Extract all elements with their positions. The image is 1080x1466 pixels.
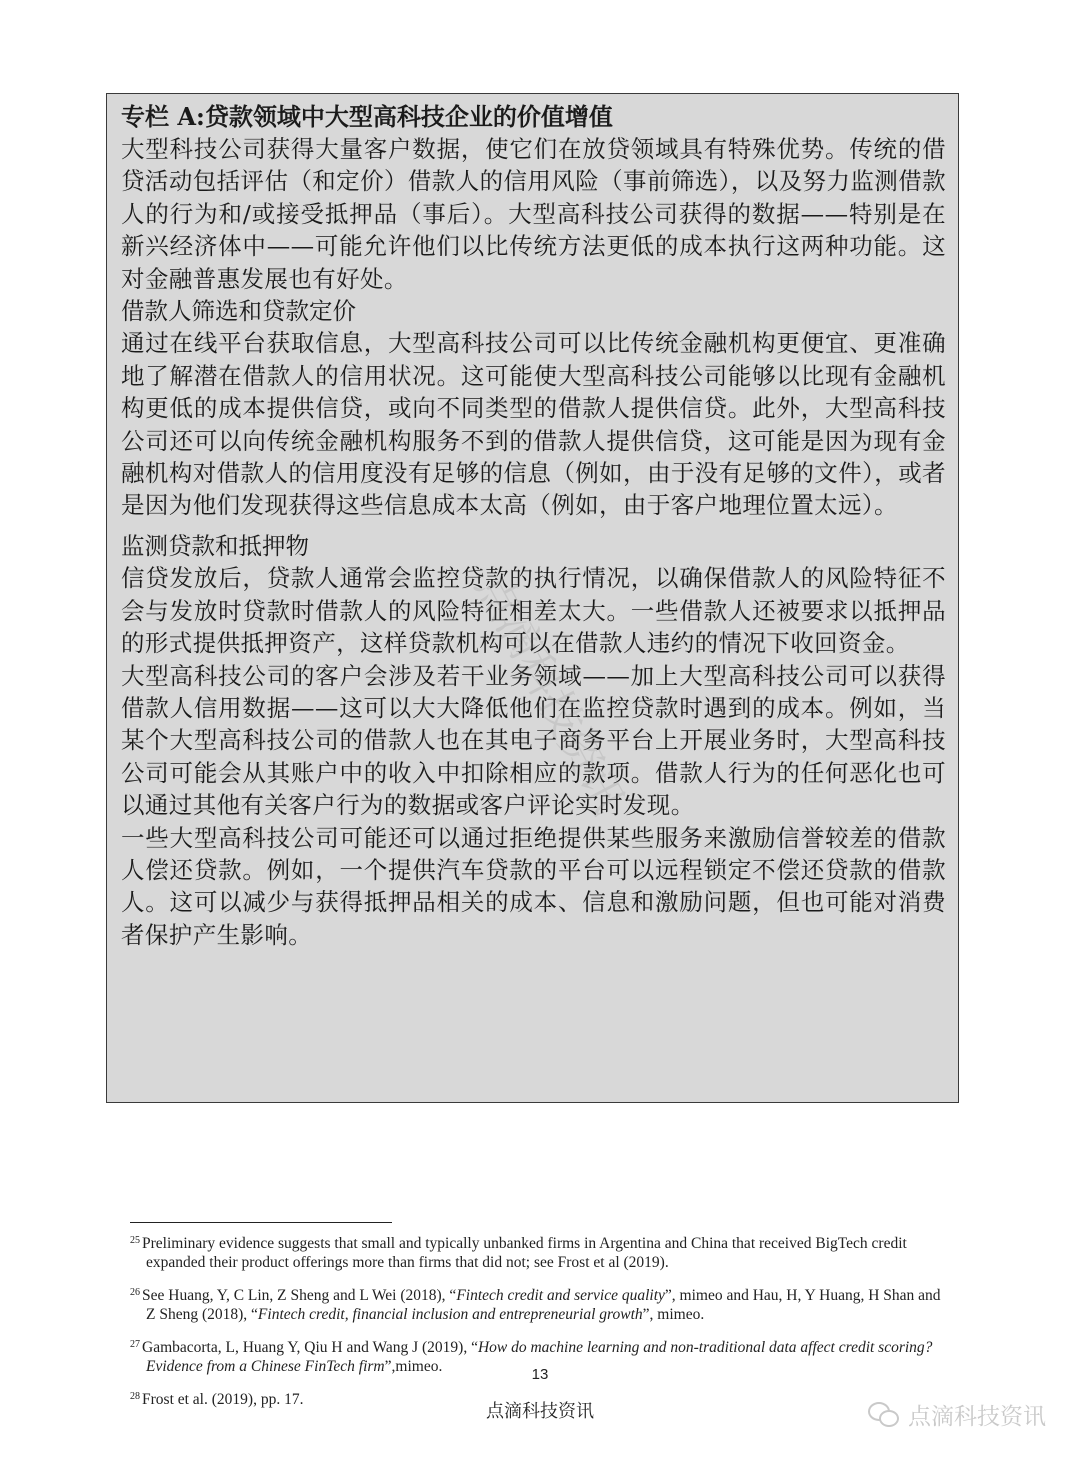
section2-heading: 监测贷款和抵押物 [121, 531, 309, 560]
footnote-text: ”,mimeo. [384, 1358, 443, 1375]
footnote-text: Frost et al. (2019), pp. 17. [142, 1391, 304, 1408]
footnote-text: Preliminary evidence suggests that small and typically unbanked firms in Argentina and China that received BigTech credit expanded their product offerings more than firms that did not; see Frost et al (2019). [142, 1235, 907, 1271]
footnote-text: ”, mimeo and Hau, H, Y Huang, H Shan and Z Sheng (2018), “ [146, 1287, 941, 1323]
section1-paragraph: 通过在线平台获取信息，大型高科技公司可以比传统金融机构更便宜、更准确地了解潜在借款人的信用状况。这可能使大型高科技公司能够以比现有金融机构更低的成本提供信贷，或向不同类型的借款人提供信贷。此外，大型高科技公司还可以向传统金融机构服务不到的借款人提供信贷，这可能是因为现有金融机构对借款人的信用度没有足够的信息（例如，由于没有足够的文件），或者是因为他们发现获得这些信息成本太高（例如，由于客户地理位置太远）。 [121, 329, 946, 520]
section2-paragraph-1: 信贷发放后，贷款人通常会监控贷款的执行情况，以确保借款人的风险特征不会与发放时贷款时借款人的风险特征相差太大。一些借款人还被要求以抵押品的形式提供抵押资产，这样贷款机构可以在借款人违约的情况下收回资金。 [121, 564, 946, 658]
footnote-divider [130, 1222, 392, 1223]
footnote-title: How do machine learning and non-traditional data affect credit scoring? Evidence from a Chinese FinTech firm [146, 1339, 933, 1375]
wechat-icon [868, 1402, 900, 1428]
section2-paragraph-2: 大型高科技公司的客户会涉及若干业务领域——加上大型高科技公司可以获得借款人信用数据——这可以大大降低他们在监控贷款时遇到的成本。例如，当某个大型高科技公司的借款人也在其电子商务平台上开展业务时，大型高科技公司可能会从其账户中的收入中扣除相应的款项。借款人行为的任何恶化也可以通过其他有关客户行为的数据或客户评论实时发现。 [121, 661, 946, 820]
column-box [106, 93, 959, 1103]
section2-paragraph-3: 一些大型高科技公司可能还可以通过拒绝提供某些服务来激励信誉较差的借款人偿还贷款。例如，一个提供汽车贷款的平台可以远程锁定不偿还贷款的借款人。这可以减少与获得抵押品相关的成本、信息和激励问题，但也可能对消费者保护产生影响。 [121, 823, 946, 949]
footer-brand: 点滴科技资讯 [486, 1401, 594, 1422]
section1-heading: 借款人筛选和贷款定价 [121, 297, 356, 326]
corner-brand [868, 1398, 1046, 1431]
footnote-25 [130, 1231, 950, 1272]
footnote-number: 28 [130, 1391, 140, 1402]
intro-paragraph: 大型科技公司获得大量客户数据，使它们在放贷领域具有特殊优势。传统的借贷活动包括评估（和定价）借款人的信用风险（事前筛选），以及努力监测借款人的行为和/或接受抵押品（事后）。大型高科技公司获得的数据——特别是在新兴经济体中——可能允许他们以比传统方法更低的成本执行这两种功能。这对金融普惠发展也有好处。 [121, 135, 946, 293]
footnote-title: Fintech credit, financial inclusion and entrepreneurial growth [257, 1306, 643, 1323]
footnote-26 [130, 1283, 950, 1324]
footnote-title: Fintech credit and service quality [456, 1287, 665, 1304]
footnote-text: Gambacorta, L, Huang Y, Qiu H and Wang J (2019), “ [142, 1339, 478, 1356]
footnote-number: 27 [130, 1339, 140, 1350]
page-number: 13 [531, 1366, 549, 1383]
footnotes [130, 1231, 950, 1420]
footnote-text: ”, mimeo. [642, 1306, 705, 1323]
footnote-number: 26 [130, 1287, 140, 1298]
box-title: 专栏 A:贷款领域中大型高科技企业的价值增值 [121, 102, 613, 131]
footnote-text: See Huang, Y, C Lin, Z Sheng and L Wei (2018), “ [142, 1287, 457, 1304]
footnote-number: 25 [130, 1235, 140, 1246]
corner-brand-label: 点滴科技资讯 [908, 1404, 1046, 1430]
